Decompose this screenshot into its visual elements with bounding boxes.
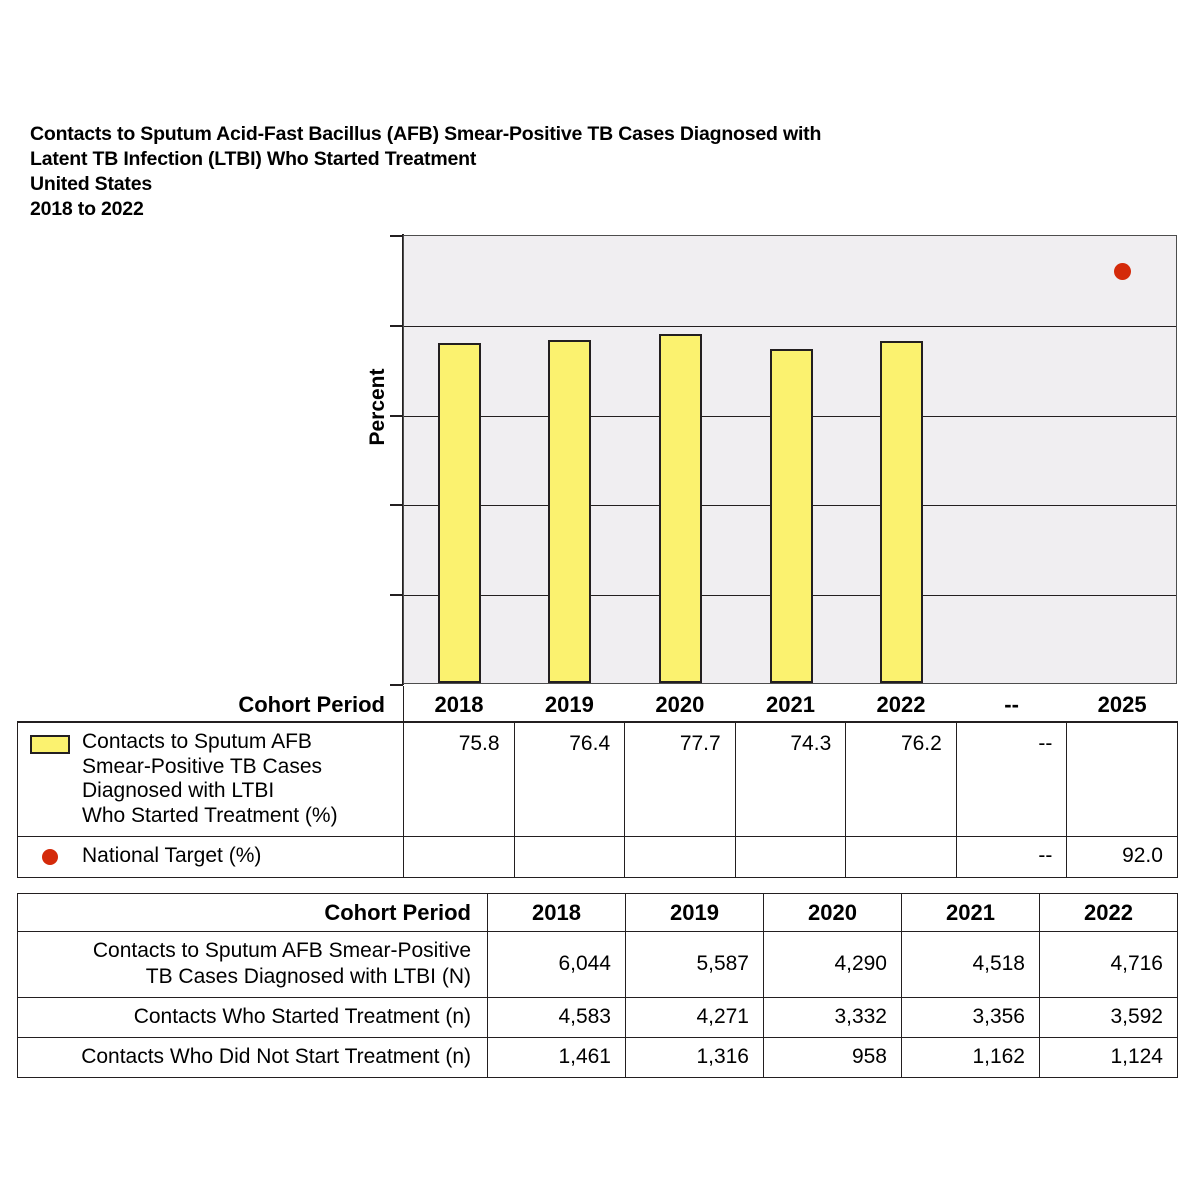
table1-col-header-2: 2020 (625, 686, 736, 722)
table-header-row (18, 894, 1178, 932)
table1-cell: 76.2 (846, 722, 957, 837)
table2-col-header-2: 2020 (764, 894, 902, 932)
table2-row-label-line: Contacts to Sputum AFB Smear-Positive (92, 939, 471, 962)
table1-row-label (18, 837, 404, 878)
table2-row-label-line: Contacts Who Did Not Start Treatment (n) (81, 1045, 471, 1068)
y-axis-tick-mark (390, 504, 403, 506)
table-row (18, 932, 1178, 998)
y-axis-tick-mark (390, 325, 403, 327)
legend-label-line: Diagnosed with LTBI (82, 779, 275, 802)
table1-row-header: Cohort Period (18, 686, 404, 722)
table-header-row (18, 686, 1178, 722)
legend-marker (18, 730, 82, 754)
national-target-marker (1114, 263, 1131, 280)
title-line-4: 2018 to 2022 (30, 198, 144, 220)
legend-label-line: Contacts to Sputum AFB (82, 730, 312, 753)
table2-cell: 1,124 (1040, 1038, 1178, 1078)
table2-cell: 4,583 (488, 998, 626, 1038)
legend-label-line: National Target (%) (82, 844, 262, 867)
bar (880, 341, 923, 683)
counts-table (17, 893, 1178, 1078)
table1-cell: 92.0 (1067, 837, 1178, 878)
table2-col-header-1: 2019 (626, 894, 764, 932)
table1-cell: 77.7 (625, 722, 736, 837)
legend-square-icon (30, 735, 70, 754)
table2-cell: 5,587 (626, 932, 764, 998)
plot-area (403, 235, 1177, 684)
table1-cell: -- (956, 837, 1067, 878)
table2-cell: 1,461 (488, 1038, 626, 1078)
table1-cell (625, 837, 736, 878)
table2-cell: 6,044 (488, 932, 626, 998)
table2-row-label-line: Contacts Who Started Treatment (n) (133, 1005, 471, 1028)
table-row (18, 837, 1178, 878)
table2-row-label (18, 998, 488, 1038)
legend-label (82, 730, 403, 828)
title-line-1: Contacts to Sputum Acid-Fast Bacillus (AFB) Smear-Positive TB Cases Diagnosed with (30, 123, 822, 145)
legend-label-line: Smear-Positive TB Cases (82, 754, 323, 778)
table2-cell: 4,518 (902, 932, 1040, 998)
table2-row-label (18, 1038, 488, 1078)
y-axis-tick-mark (390, 235, 403, 237)
table1-col-header-4: 2022 (846, 686, 957, 722)
y-axis-tick-mark (390, 415, 403, 417)
table1-cell (735, 837, 846, 878)
bar (659, 334, 702, 683)
table1-col-header-3: 2021 (735, 686, 846, 722)
table2-row-header: Cohort Period (18, 894, 488, 932)
title-line-2: Latent TB Infection (LTBI) Who Started Treatment (30, 148, 477, 170)
table1-row-label (18, 722, 404, 837)
table1-cell (514, 837, 625, 878)
table2-cell: 1,162 (902, 1038, 1040, 1078)
table2-cell: 1,316 (626, 1038, 764, 1078)
y-axis-title: Percent (366, 368, 389, 446)
table2-cell: 4,271 (626, 998, 764, 1038)
bar (438, 343, 481, 683)
percent-table (17, 686, 1178, 878)
legend-label-line: Who Started Treatment (%) (82, 803, 338, 827)
y-axis-tick-mark (390, 594, 403, 596)
gridline (404, 326, 1176, 327)
table1-col-header-1: 2019 (514, 686, 625, 722)
table2-cell: 3,332 (764, 998, 902, 1038)
table-row (18, 722, 1178, 837)
table1-cell (846, 837, 957, 878)
table1-cell (1067, 722, 1178, 837)
table1-cell: -- (956, 722, 1067, 837)
table2-row-label-line: TB Cases Diagnosed with LTBI (N) (145, 965, 471, 988)
legend-dot-icon (42, 849, 58, 865)
table1-cell: 76.4 (514, 722, 625, 837)
table2-col-header-3: 2021 (902, 894, 1040, 932)
table1-cell: 75.8 (404, 722, 515, 837)
table2-cell: 958 (764, 1038, 902, 1078)
table2-cell: 4,716 (1040, 932, 1178, 998)
legend-label (82, 844, 403, 869)
table2-col-header-0: 2018 (488, 894, 626, 932)
table2-row-label (18, 932, 488, 998)
bar (770, 349, 813, 683)
table2-cell: 4,290 (764, 932, 902, 998)
legend-marker (18, 844, 82, 865)
table1-cell (404, 837, 515, 878)
table1-col-header-5: -- (956, 686, 1067, 722)
title-line-3: United States (30, 173, 153, 195)
table2-cell: 3,592 (1040, 998, 1178, 1038)
table2-col-header-4: 2022 (1040, 894, 1178, 932)
table1-col-header-0: 2018 (404, 686, 515, 722)
table1-col-header-6: 2025 (1067, 686, 1178, 722)
bar (548, 340, 591, 683)
table-row (18, 998, 1178, 1038)
table2-cell: 3,356 (902, 998, 1040, 1038)
table-row (18, 1038, 1178, 1078)
table1-cell: 74.3 (735, 722, 846, 837)
